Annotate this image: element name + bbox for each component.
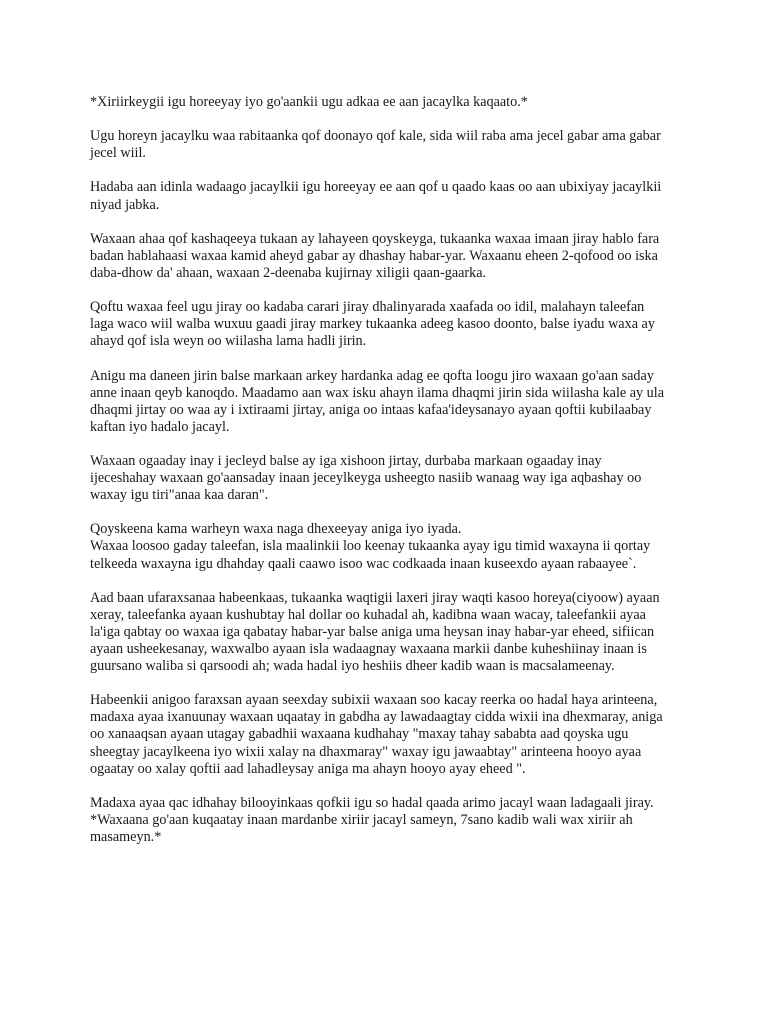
text-line: ahayd qof isla weyn oo wiilasha lama hadli jirin. bbox=[90, 333, 367, 350]
text-line: daba-dhow da' ahaan, waxaan 2-deenaba kujirnay xiligii qaan-gaarka. bbox=[90, 264, 487, 281]
paragraph bbox=[90, 231, 690, 282]
text-line: sheegtay jacaylkeena iyo wixii xalay na dhaxmaray" waxay igu jawaabtay" arinteena hooyo ayaa bbox=[90, 743, 642, 760]
text-line: guursano waliba si qarsoodi ah; wada hadal iyo heshiis dheer kadib waan is macsalameenay. bbox=[90, 658, 615, 675]
text-line: *Xiriirkeygii igu horeeyay iyo go'aankii ugu adkaa ee aan jacaylka kaqaato.* bbox=[90, 94, 528, 110]
text-line: dhaqmi jirtay oo waa ay i ixtiraami jirtay, aniga oo intaas kafaa'ideysanayo ayaan qoftii kubilaabay bbox=[90, 401, 652, 418]
text-line: ogaatay oo xalay qoftii aad lahadleysay aniga ma ahayn hooyo ayay eheed ". bbox=[90, 760, 526, 777]
text-line: telkeeda waxayna igu dhahday qaali caawo isoo wac codkaada inaan kuseexdo ayaan rabaayee`. bbox=[90, 555, 637, 572]
paragraph bbox=[90, 179, 690, 213]
text-line: Ugu horeyn jacaylku waa rabitaanka qof doonayo qof kale, sida wiil raba ama jecel gabar ama gabar bbox=[90, 128, 661, 145]
text-line: ayaan usheekesanay, waxwalbo ayaan isla wadaagnay waxaana markii danbe kuheshiinay inaan is bbox=[90, 641, 647, 657]
text-line: waxay igu tiri"anaa kaa daran". bbox=[90, 487, 269, 504]
text-line: xeray, taleefanka ayaan kushubtay hal dollar oo kuhadal ah, kadibna waan wacay, taleefankii ayaa bbox=[90, 606, 646, 623]
text-line: Qoftu waxaa feel ugu jiray oo kadaba carari jiray dhalinyarada xaafada oo idil, malahayn taleefan bbox=[90, 299, 645, 316]
text-line: Madaxa ayaa qac idhahay bilooyinkaas qofkii igu so hadal qaada arimo jacayl waan ladagaali jiray. bbox=[90, 794, 654, 811]
text-line: Habeenkii anigoo faraxsan ayaan seexday subixii waxaan soo kacay reerka oo hadal haya arinteena, bbox=[90, 692, 658, 709]
text-line: Qoyskeena kama warheyn waxa naga dhexeeyay aniga iyo iyada. bbox=[90, 521, 462, 538]
paragraph bbox=[90, 453, 690, 504]
text-line: ijeceshahay waxaan go'aansaday inaan jeceylkeyga usheegto nasiib wanaag way iga aqbashay oo bbox=[90, 470, 642, 487]
text-line: laga waco wiil walba wuxuu gaadi jiray markey tukaanka adeeg kasoo doonto, balse iyadu waxa ay bbox=[90, 316, 655, 333]
text-line: la'iga qabtay oo waxaa iga qabatay habar-yar balse aniga uma heysan inay habar-yar eheed, sifiican bbox=[90, 623, 655, 640]
text-line: madaxa ayaa ixanuunay waxaan uqaatay in gabdha ay lawadaagtay cidda wixii ina dhexmaray, aniga bbox=[90, 709, 663, 726]
document-body bbox=[90, 94, 690, 863]
paragraph bbox=[90, 299, 690, 350]
text-line: Aad baan ufaraxsanaa habeenkaas, tukaanka waqtigii laxeri jiray waqti kasoo horeya(ciyoow) ayaan bbox=[90, 589, 660, 606]
text-line: oo xanaaqsan ayaan utagay gabadhii waxaana kudhahay "maxay tahay sababta aad qoyska ugu bbox=[90, 726, 629, 743]
text-line: anne inaan qeyb kanoqdo. Maadamo aan wax isku ahayn ilama dhaqmi jirin sida wiilasha kale ay ula bbox=[90, 384, 665, 401]
text-line: Waxaan ahaa qof kashaqeeya tukaan ay lahayeen qoyskeyga, tukaanka waxaa imaan jiray hablo fara bbox=[90, 230, 660, 247]
text-line: masameyn.* bbox=[90, 829, 162, 846]
paragraph bbox=[90, 692, 690, 777]
paragraph-closing bbox=[90, 795, 690, 846]
text-line: kaftan iyo hadalo jacayl. bbox=[90, 418, 230, 435]
text-line: Anigu ma daneen jirin balse markaan arkey hardanka adag ee qofta loogu jiro waxaan go'aan saday bbox=[90, 367, 654, 384]
paragraph bbox=[90, 521, 690, 572]
text-line: Waxaa loosoo gaday taleefan, isla maalinkii loo keenay tukaanka ayay igu timid waxayna ii qortay bbox=[90, 538, 651, 555]
text-line: niyad jabka. bbox=[90, 196, 160, 213]
text-line: Hadaba aan idinla wadaago jacaylkii igu horeeyay ee aan qof u qaado kaas oo aan ubixiyay jacaylkii bbox=[90, 179, 662, 196]
paragraph bbox=[90, 590, 690, 675]
paragraph-title bbox=[90, 94, 690, 111]
text-line: jecel wiil. bbox=[90, 145, 146, 162]
text-line: *Waxaana go'aan kuqaatay inaan mardanbe xiriir jacayl sameyn, 7sano kadib wali wax xiriir ah bbox=[90, 811, 633, 828]
paragraph bbox=[90, 128, 690, 162]
text-line: Waxaan ogaaday inay i jecleyd balse ay iga xishoon jirtay, durbaba markaan ogaaday inay bbox=[90, 452, 602, 469]
text-line: badan hablahaasi waxaa kamid aheyd gabar ay dhashay habar-yar. Waxaanu eheen 2-qofood oo iska bbox=[90, 247, 658, 264]
paragraph bbox=[90, 368, 690, 436]
